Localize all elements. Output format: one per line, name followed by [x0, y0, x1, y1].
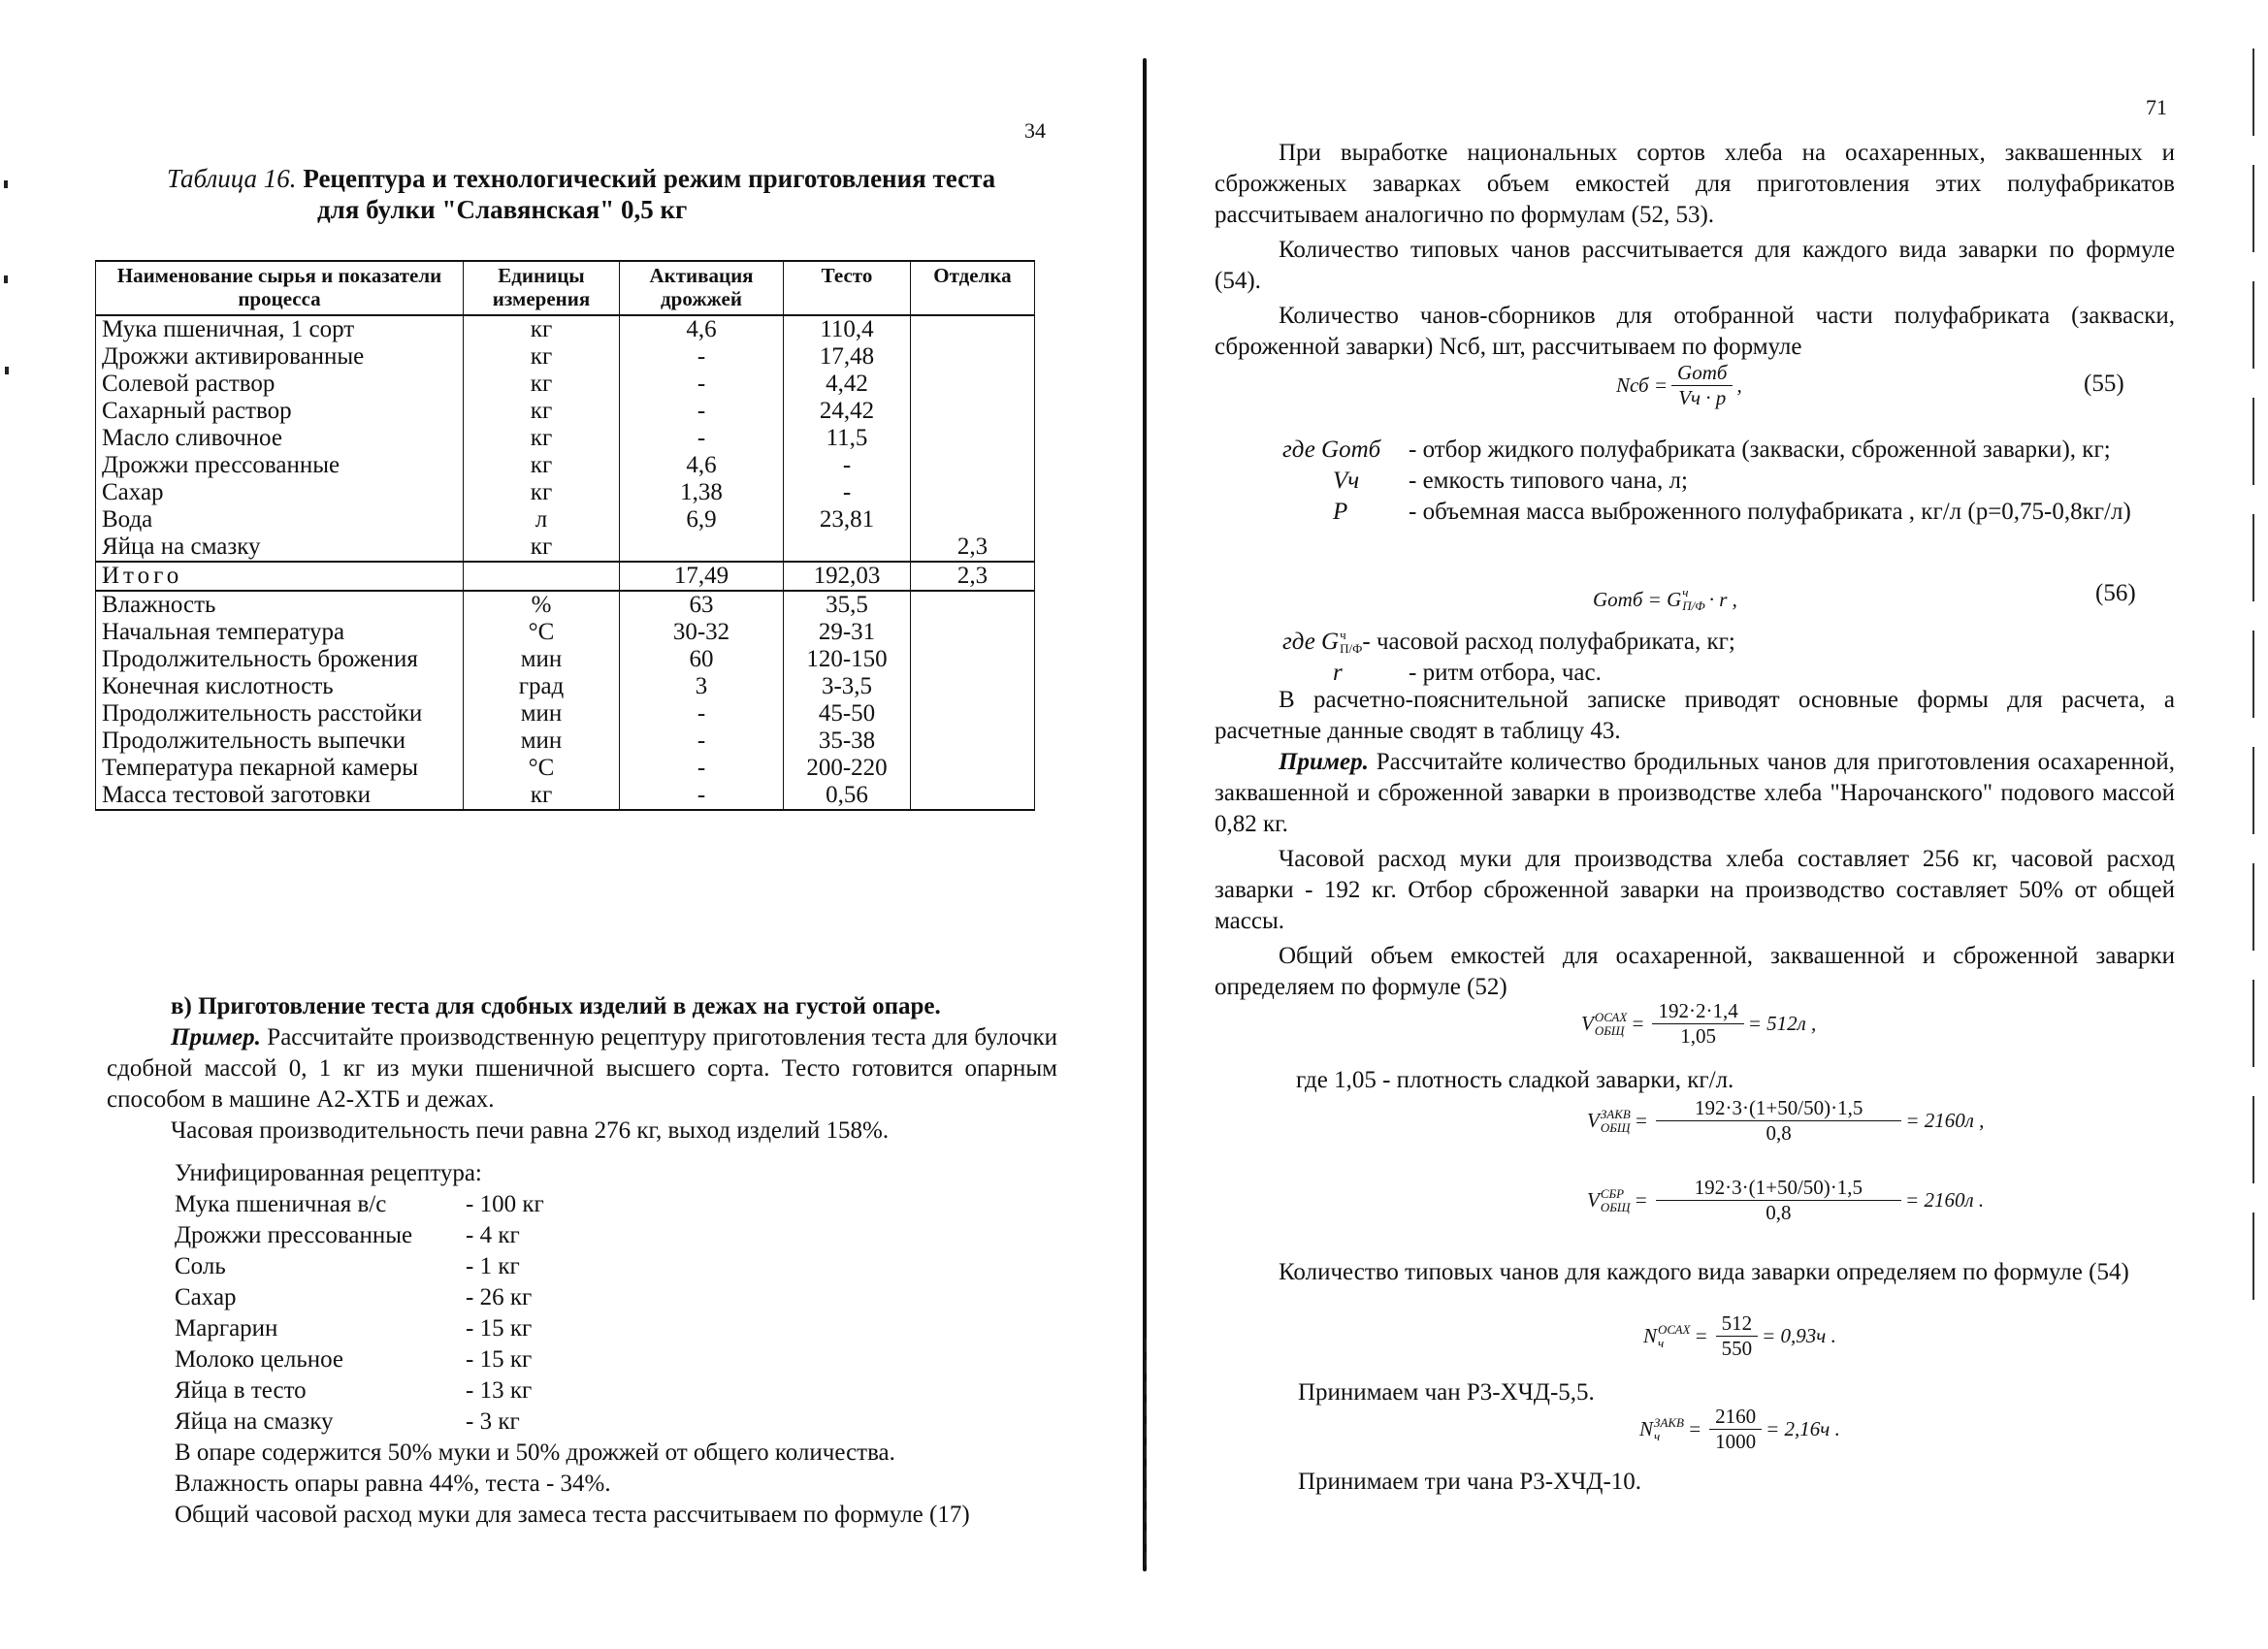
cell — [911, 619, 1035, 646]
cell: 192,03 — [784, 562, 911, 591]
denominator: 1000 — [1715, 1430, 1757, 1453]
page-number-right: 71 — [2146, 95, 2167, 119]
row-label: Дрожжи активированные — [96, 343, 464, 371]
after-list-line: Влажность опары равна 44%, теста - 34%. — [175, 1471, 611, 1497]
cell: кг — [464, 479, 620, 506]
cell: 60 — [620, 646, 784, 673]
recipe-item — [175, 1189, 970, 1220]
fraction — [1709, 1405, 1762, 1454]
table-row — [96, 452, 1035, 479]
numerator: 192·3·(1+50/50)·1,5 — [1656, 1096, 1901, 1121]
where-symbol: где G — [1282, 629, 1340, 655]
eq-lhs: N — [1639, 1417, 1654, 1440]
paragraph: Общий объем емкостей для осахаренной, заквашенной и сброженной заварки определяем по формуле (52) — [1215, 943, 2175, 1000]
cell: 4,6 — [620, 452, 784, 479]
cell — [911, 315, 1035, 343]
superscript: ч — [1340, 628, 1346, 642]
sup-sub — [1595, 1011, 1627, 1038]
where-desc: - часовой расход полуфабриката, кг; — [1362, 629, 1735, 655]
superscript: ЗАКВ — [1600, 1106, 1631, 1121]
eq-tail: · r , — [1708, 587, 1737, 611]
where-symbol: r — [1333, 660, 1343, 686]
scan-speck — [4, 180, 8, 188]
cell: - — [620, 371, 784, 398]
subscript: П/Ф — [1340, 641, 1363, 656]
cell — [911, 479, 1035, 506]
recipe-item-amount: - 13 кг — [466, 1377, 533, 1404]
sup-sub — [1340, 629, 1362, 656]
recipe-heading: Унифицированная рецептура: — [175, 1160, 482, 1186]
eq-lhs: Nсб = — [1616, 373, 1669, 397]
paragraph: Количество типовых чанов рассчитывается для каждого вида заварки по формуле (54). — [1215, 237, 2175, 294]
header-dough: Тесто — [784, 261, 911, 315]
superscript: ЗАКВ — [1654, 1414, 1684, 1430]
where-symbol: P — [1333, 499, 1348, 525]
recipe-item-amount: - 15 кг — [466, 1315, 533, 1342]
table-row — [96, 619, 1035, 646]
cell: мин — [464, 728, 620, 755]
eq-result: = 2160л . — [1905, 1188, 1985, 1212]
table-row — [96, 700, 1035, 728]
recipe-item-amount: - 4 кг — [466, 1222, 520, 1248]
recipe-item — [175, 1344, 970, 1375]
header-name: Наименование сырья и показатели процесса — [96, 261, 464, 315]
recipe-item-amount: - 3 кг — [466, 1408, 520, 1435]
cell: 120-150 — [784, 646, 911, 673]
cell — [911, 782, 1035, 810]
equation-v-sbr: V СБР ОБЩ = $\frac{192\cdot 3\cdot(1+50/50)\cdot 1,5}{0,8}$ = 2160л . — [1587, 1176, 1985, 1224]
paragraph: Количество чанов-сборников для отобранной части полуфабриката (закваски, сброженной заварки) Nсб, шт, рассчитываем по формуле — [1215, 303, 2175, 360]
cell — [911, 646, 1035, 673]
oven-paragraph: Часовая производительность печи равна 276 кг, выход изделий 158%. — [171, 1117, 890, 1144]
cell: кг — [464, 315, 620, 343]
subscript: ОБЩ — [1600, 1119, 1631, 1135]
cell: 23,81 — [784, 506, 911, 534]
cell: 29-31 — [784, 619, 911, 646]
recipe-item-name: Соль — [175, 1253, 226, 1279]
table-row — [96, 425, 1035, 452]
equation-55 — [1616, 361, 1742, 410]
cell: - — [784, 479, 911, 506]
density-note: где 1,05 - плотность сладкой заварки, кг/л. — [1296, 1067, 1734, 1093]
where-item — [1282, 466, 2155, 497]
where-desc: - ритм отбора, час. — [1409, 660, 1602, 686]
recipe-item-name: Маргарин — [175, 1315, 278, 1342]
scan-speck — [5, 367, 9, 374]
row-label: Вода — [96, 506, 464, 534]
section-heading: в) Приготовление теста для сдобных изделий в дежах на густой опаре. — [171, 993, 941, 1019]
eq-tail: , — [1736, 373, 1742, 397]
recipe-item — [175, 1313, 970, 1344]
superscript: ч — [1682, 585, 1689, 599]
cell: 30-32 — [620, 619, 784, 646]
cell — [911, 371, 1035, 398]
subscript: ч — [1658, 1335, 1665, 1350]
recipe-item-name: Мука пшеничная в/с — [175, 1191, 387, 1217]
cell: 4,42 — [784, 371, 911, 398]
cell: кг — [464, 371, 620, 398]
where-item — [1282, 435, 2155, 466]
cell: 3-3,5 — [784, 673, 911, 700]
cell — [911, 343, 1035, 371]
cell: 2,3 — [911, 534, 1035, 562]
table-row — [96, 646, 1035, 673]
row-label: Яйца на смазку — [96, 534, 464, 562]
cell: - — [620, 425, 784, 452]
equation-number-55: (55) — [2084, 371, 2124, 397]
row-label: Конечная кислотность — [96, 673, 464, 700]
table-row — [96, 506, 1035, 534]
superscript: ОСАХ — [1594, 1009, 1628, 1024]
page-edge-line — [2252, 48, 2254, 1310]
cell: 4,6 — [620, 315, 784, 343]
after-list-line: В опаре содержится 50% муки и 50% дрожжей от общего количества. — [175, 1439, 895, 1466]
recipe-item-name: Сахар — [175, 1284, 237, 1310]
cell — [911, 591, 1035, 619]
recipe-item-amount: - 26 кг — [466, 1284, 533, 1310]
cell: - — [620, 755, 784, 782]
cell — [911, 728, 1035, 755]
cell: град — [464, 673, 620, 700]
right-paragraphs-top — [1215, 138, 2175, 363]
recipe-item — [175, 1375, 970, 1406]
cell: 17,48 — [784, 343, 911, 371]
table-row — [96, 534, 1035, 562]
cell: - — [620, 343, 784, 371]
fraction — [1656, 1176, 1901, 1225]
cell — [464, 562, 620, 591]
table-row — [96, 673, 1035, 700]
fraction — [1652, 999, 1743, 1049]
recipe-item-name: Молоко цельное — [175, 1346, 344, 1373]
cell: кг — [464, 452, 620, 479]
table-row — [96, 728, 1035, 755]
cell — [911, 425, 1035, 452]
superscript: СБР — [1600, 1185, 1625, 1201]
total-row — [96, 562, 1035, 591]
sup-sub — [1601, 1108, 1631, 1135]
where-desc: - емкость типового чана, л; — [1409, 468, 1688, 494]
row-label: Влажность — [96, 591, 464, 619]
row-label: Продолжительность выпечки — [96, 728, 464, 755]
cell — [784, 534, 911, 562]
example-text: Рассчитайте производственную рецептуру приготовления теста для булочки сдобной массой 0, 1 кг из муки пшеничной высшего сорта. Тесто готовится опарным способом в машине А2-ХТБ и дежах. — [107, 1024, 1057, 1113]
cell: кг — [464, 534, 620, 562]
after-list-line: Общий часовой расход муки для замеса теста рассчитываем по формуле (17) — [175, 1502, 970, 1528]
table-caption — [167, 163, 1040, 225]
right-paragraphs-mid — [1215, 685, 2175, 1003]
cell: кг — [464, 425, 620, 452]
paragraph: Количество типовых чанов для каждого вида заварки определяем по формуле (54) — [1279, 1259, 2129, 1285]
row-label: Солевой раствор — [96, 371, 464, 398]
page-fold-line-lower — [1145, 1339, 1147, 1571]
eq-result: = 0,93ч . — [1762, 1324, 1836, 1347]
sup-sub — [1682, 586, 1704, 613]
table-row — [96, 371, 1035, 398]
table-caption-label: Таблица 16. — [167, 164, 297, 193]
table-row — [96, 343, 1035, 371]
cell: 35-38 — [784, 728, 911, 755]
recipe-item-name: Яйца в тесто — [175, 1377, 307, 1404]
paragraph: В расчетно-пояснительной записке приводят основные формы для расчета, а расчетные данные сводят в таблицу 43. — [1215, 687, 2175, 744]
numerator: 192·3·(1+50/50)·1,5 — [1656, 1176, 1901, 1201]
cell: 6,9 — [620, 506, 784, 534]
sup-sub — [1658, 1323, 1690, 1350]
equation-v-osah: V ОСАХ ОБЩ = $\frac{192\cdot 2\cdot 1,4}{1,05}$ = 512л , — [1581, 999, 1817, 1048]
cell: кг — [464, 343, 620, 371]
accept-vat-2: Принимаем три чана Р3-ХЧД-10. — [1298, 1469, 1642, 1495]
cell — [911, 398, 1035, 425]
eq-lhs: V — [1581, 1012, 1594, 1035]
eq-lhs: N — [1643, 1324, 1658, 1347]
subscript: П/Ф — [1682, 598, 1705, 613]
recipe-table — [95, 260, 1035, 811]
eq-result: = 2,16ч . — [1766, 1417, 1840, 1440]
superscript: ОСАХ — [1658, 1321, 1691, 1337]
cell: 3 — [620, 673, 784, 700]
cell: 17,49 — [620, 562, 784, 591]
numerator: 512 — [1716, 1311, 1759, 1337]
denominator: 0,8 — [1766, 1121, 1792, 1145]
cell — [620, 534, 784, 562]
numerator: 2160 — [1709, 1405, 1762, 1430]
cell: 200-220 — [784, 755, 911, 782]
equation-n-zakv: N ЗАКВ ч = $\frac{2160}{1000}$ = 2,16ч . — [1639, 1405, 1840, 1453]
recipe-item-amount: - 15 кг — [466, 1346, 533, 1373]
cell: мин — [464, 646, 620, 673]
cell: кг — [464, 782, 620, 810]
recipe-item-name: Дрожжи прессованные — [175, 1222, 413, 1248]
cell: °C — [464, 619, 620, 646]
where-symbol: Vч — [1333, 468, 1360, 494]
cell: 11,5 — [784, 425, 911, 452]
row-label: Начальная температура — [96, 619, 464, 646]
cell: 45-50 — [784, 700, 911, 728]
eq-lhs: V — [1587, 1188, 1600, 1212]
row-label: Сахар — [96, 479, 464, 506]
example-label: Пример. — [171, 1024, 261, 1051]
cell: % — [464, 591, 620, 619]
cell: мин — [464, 700, 620, 728]
row-label: Продолжительность расстойки — [96, 700, 464, 728]
table-row — [96, 782, 1035, 810]
paragraph — [1215, 747, 2175, 840]
recipe-item-amount: - 100 кг — [466, 1191, 544, 1217]
cell: 35,5 — [784, 591, 911, 619]
cell: кг — [464, 398, 620, 425]
denominator: 550 — [1721, 1337, 1753, 1360]
recipe-item — [175, 1251, 970, 1282]
cell — [911, 506, 1035, 534]
cell: 1,38 — [620, 479, 784, 506]
left-section — [107, 991, 1057, 1147]
cell: °C — [464, 755, 620, 782]
eq-result: = 512л , — [1747, 1012, 1817, 1035]
where-symbol: где Gотб — [1282, 436, 1381, 463]
cell: 63 — [620, 591, 784, 619]
equation-56 — [1593, 586, 1737, 613]
where-item — [1282, 627, 2155, 658]
cell: 24,42 — [784, 398, 911, 425]
eq-lhs: Gотб = G — [1593, 587, 1682, 611]
header-activation: Активация дрожжей — [620, 261, 784, 315]
table-row — [96, 755, 1035, 782]
row-label: Температура пекарной камеры — [96, 755, 464, 782]
cell: 0,56 — [784, 782, 911, 810]
scan-speck — [4, 275, 8, 283]
fraction — [1716, 1311, 1759, 1361]
example-label: Пример. — [1279, 749, 1369, 775]
header-finishing: Отделка — [911, 261, 1035, 315]
cell — [911, 452, 1035, 479]
cell: - — [784, 452, 911, 479]
row-label: Дрожжи прессованные — [96, 452, 464, 479]
recipe-item — [175, 1282, 970, 1313]
where-list-2 — [1282, 627, 2155, 689]
recipe-item — [175, 1406, 970, 1438]
row-label: Сахарный раствор — [96, 398, 464, 425]
eq-lhs: V — [1587, 1109, 1600, 1132]
denominator: Vч · p — [1678, 386, 1727, 409]
row-label: Мука пшеничная, 1 сорт — [96, 315, 464, 343]
recipe-item-amount: - 1 кг — [466, 1253, 520, 1279]
subscript: ОБЩ — [1594, 1022, 1625, 1038]
where-list-1 — [1282, 435, 2155, 528]
cell: Итого — [96, 562, 464, 591]
row-label: Масса тестовой заготовки — [96, 782, 464, 810]
equation-v-zakv: V ЗАКВ ОБЩ = $\frac{192\cdot 3\cdot(1+50/50)\cdot 1,5}{0,8}$ = 2160л , — [1587, 1096, 1985, 1145]
row-label: Масло сливочное — [96, 425, 464, 452]
row-label: Продолжительность брожения — [96, 646, 464, 673]
cell — [911, 673, 1035, 700]
paragraph-typical-vats — [1215, 1257, 2175, 1288]
numerator: 192·2·1,4 — [1652, 999, 1743, 1024]
equation-number-56: (56) — [2095, 580, 2136, 606]
table-row — [96, 479, 1035, 506]
denominator: 1,05 — [1680, 1024, 1716, 1048]
subscript: ч — [1654, 1428, 1661, 1443]
table-row — [96, 398, 1035, 425]
where-desc: - отбор жидкого полуфабриката (закваски, сброженной заварки), кг; — [1409, 436, 2111, 463]
cell — [911, 755, 1035, 782]
eq-result: = 2160л , — [1905, 1109, 1985, 1132]
fraction — [1671, 361, 1733, 410]
header-units: Единицы измерения — [464, 261, 620, 315]
recipe-item-name: Яйца на смазку — [175, 1408, 334, 1435]
equation-n-osah: N ОСАХ ч = $\frac{512}{550}$ = 0,93ч . — [1643, 1311, 1836, 1360]
table-header-row — [96, 261, 1035, 315]
page-number-left: 34 — [1024, 118, 1046, 143]
example-paragraph — [107, 1022, 1057, 1116]
numerator: Gотб — [1671, 361, 1733, 386]
cell: - — [620, 398, 784, 425]
recipe-list — [175, 1158, 970, 1531]
table-row — [96, 315, 1035, 343]
example-text: Рассчитайте количество бродильных чанов для приготовления осахаренной, заквашенной и сброженной заварки в производстве хлеба "Нарочанского" подового массой 0,82 кг. — [1215, 749, 2176, 837]
table-caption-title-line2: для булки "Славянская" 0,5 кг — [317, 195, 688, 224]
cell: - — [620, 782, 784, 810]
sup-sub — [1654, 1416, 1684, 1443]
recipe-item — [175, 1220, 970, 1251]
cell: 110,4 — [784, 315, 911, 343]
subscript: ОБЩ — [1600, 1199, 1631, 1214]
cell: - — [620, 700, 784, 728]
sup-sub — [1601, 1187, 1631, 1214]
where-desc: - объемная масса выброженного полуфабриката , кг/л (p=0,75-0,8кг/л) — [1409, 499, 2131, 525]
table-caption-title: Рецептура и технологический режим приготовления теста — [303, 164, 996, 193]
cell: л — [464, 506, 620, 534]
paragraph: При выработке национальных сортов хлеба на осахаренных, заквашенных и сброжженых заварках объем емкостей для приготовления этих полуфабрикатов рассчитываем аналогично по формулам (52, 53). — [1215, 140, 2175, 228]
where-item — [1282, 497, 2155, 528]
cell: - — [620, 728, 784, 755]
paragraph: Часовой расход муки для производства хлеба составляет 256 кг, часовой расход заварки - 192 кг. Отбор сброженной заварки на производство составляет 50% от общей массы. — [1215, 846, 2175, 934]
accept-vat-1: Принимаем чан Р3-ХЧД-5,5. — [1298, 1379, 1595, 1406]
cell — [911, 700, 1035, 728]
fraction — [1656, 1096, 1901, 1146]
cell: 2,3 — [911, 562, 1035, 591]
table-row — [96, 591, 1035, 619]
denominator: 0,8 — [1766, 1201, 1792, 1224]
